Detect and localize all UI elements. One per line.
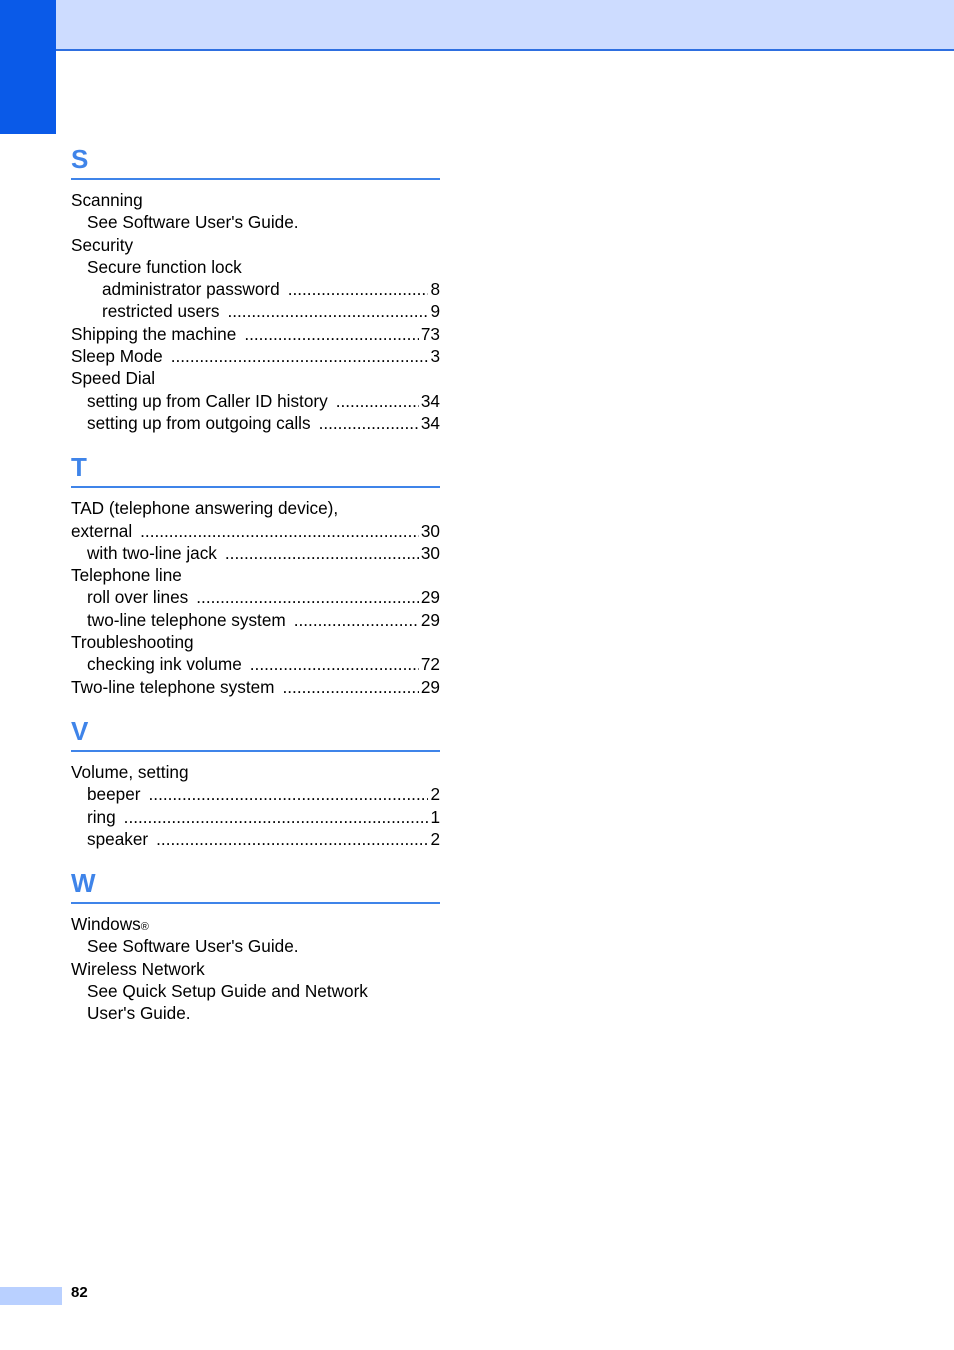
- index-entry-page: 30: [420, 542, 440, 563]
- dot-leader: [336, 390, 419, 412]
- index-entry: [71, 390, 440, 412]
- index-entry: [71, 631, 440, 653]
- index-entry-page: 2: [430, 828, 440, 849]
- index-entry-text: Security: [71, 234, 134, 255]
- index-entry: [71, 367, 440, 389]
- index-entry-text: setting up from outgoing calls: [87, 412, 311, 433]
- dot-leader: [171, 345, 429, 367]
- index-entry-text: Volume, setting: [71, 761, 189, 782]
- index-entry: [71, 497, 440, 519]
- index-section-v: [71, 712, 440, 850]
- page-number: 82: [71, 1284, 88, 1301]
- index-entry: [71, 542, 440, 564]
- index-section-s: [71, 140, 440, 434]
- index-entry-text: roll over lines: [87, 587, 189, 608]
- dot-leader: [124, 806, 429, 828]
- index-entry-page: 9: [430, 301, 440, 322]
- index-entry-page: 73: [420, 323, 440, 344]
- index-entry-text: two-line telephone system: [87, 609, 286, 630]
- index-entry: [71, 828, 440, 850]
- index-entry: [71, 1002, 440, 1024]
- index-entry: [71, 564, 440, 586]
- index-entry: [71, 609, 440, 631]
- index-entry-text: Scanning: [71, 190, 143, 210]
- index-entry-text: Two-line telephone system: [71, 676, 275, 697]
- section-letter-heading: T: [71, 448, 440, 488]
- index-entry: [71, 586, 440, 608]
- dot-leader: [250, 653, 419, 675]
- index-entry: [71, 935, 440, 957]
- index-section-t: [71, 448, 440, 698]
- index-entry-text: Telephone line: [71, 565, 182, 586]
- index-entry: [71, 234, 440, 256]
- index-entry-page: 8: [430, 279, 440, 300]
- index-entry-text: checking ink volume: [87, 654, 242, 675]
- index-entry-page: 2: [430, 784, 440, 805]
- index-entry: [71, 676, 440, 698]
- index-column: [71, 140, 440, 1025]
- index-entry: [71, 300, 440, 322]
- dot-leader: [140, 520, 419, 542]
- index-entry: [71, 323, 440, 345]
- index-entry: Windows ®: [71, 914, 149, 935]
- index-entry-text: administrator password: [102, 279, 280, 300]
- index-entry-page: 30: [420, 520, 440, 541]
- section-letter-heading: S: [71, 140, 440, 180]
- dot-leader: [244, 323, 419, 345]
- dot-leader: [283, 676, 419, 698]
- index-entry-page: 3: [430, 346, 440, 367]
- index-entry: [71, 189, 440, 211]
- dot-leader: [319, 412, 419, 434]
- index-entry-text: Sleep Mode: [71, 346, 163, 367]
- index-entry-text: Troubleshooting: [71, 632, 194, 653]
- index-entry-text: Wireless Network: [71, 958, 205, 979]
- index-entry: [71, 345, 440, 367]
- index-entry-text: See Quick Setup Guide and Network: [87, 981, 368, 1002]
- index-entry: [71, 783, 440, 805]
- index-entry-page: 1: [430, 806, 440, 827]
- dot-leader: [288, 278, 429, 300]
- dot-leader: [156, 828, 428, 850]
- index-entry-text: beeper: [87, 784, 141, 805]
- index-entry-text: Windows: [71, 914, 141, 935]
- index-entry-text: Speed Dial: [71, 368, 156, 389]
- index-entry: [71, 278, 440, 300]
- dot-leader: [149, 783, 429, 805]
- index-entry: [71, 653, 440, 675]
- dot-leader: [227, 300, 428, 322]
- dot-leader: [225, 542, 419, 564]
- index-entry: [71, 958, 440, 980]
- index-entry-page: 72: [420, 654, 440, 675]
- index-entry-text: Shipping the machine: [71, 323, 237, 344]
- index-entry-text: See Software User's Guide.: [87, 212, 299, 233]
- index-entry-text: See Software User's Guide.: [87, 936, 299, 957]
- index-entry-page: 29: [420, 609, 440, 630]
- index-entry-text: restricted users: [102, 301, 220, 322]
- header-band: [56, 0, 954, 51]
- dot-leader: [196, 586, 419, 608]
- index-entry-page: 34: [420, 390, 440, 411]
- index-section-w: [71, 864, 440, 1024]
- index-entry: [71, 980, 440, 1002]
- index-entry: [71, 520, 440, 542]
- index-entry: [71, 256, 440, 278]
- index-entry-text: User's Guide.: [87, 1003, 191, 1024]
- index-entry-page: 29: [420, 676, 440, 697]
- index-entry-text: ring: [87, 806, 116, 827]
- index-entry-text: external: [71, 520, 133, 541]
- index-entry-text: setting up from Caller ID history: [87, 390, 328, 411]
- index-entry-text: TAD (telephone answering device),: [71, 498, 339, 519]
- index-entry-page: 29: [420, 587, 440, 608]
- footer-bar: [0, 1287, 62, 1305]
- index-entry-text: Secure function lock: [87, 256, 242, 277]
- dot-leader: [294, 609, 419, 631]
- index-entry: [71, 761, 440, 783]
- section-letter-heading: V: [71, 712, 440, 752]
- index-entry: [71, 806, 440, 828]
- index-entry: [71, 211, 440, 233]
- index-entry-page: 34: [420, 412, 440, 433]
- index-entry: [71, 412, 440, 434]
- chapter-tab: [0, 0, 56, 134]
- section-letter-heading: W: [71, 864, 440, 904]
- index-entry-text: speaker: [87, 828, 149, 849]
- index-entry-text: with two-line jack: [87, 542, 217, 563]
